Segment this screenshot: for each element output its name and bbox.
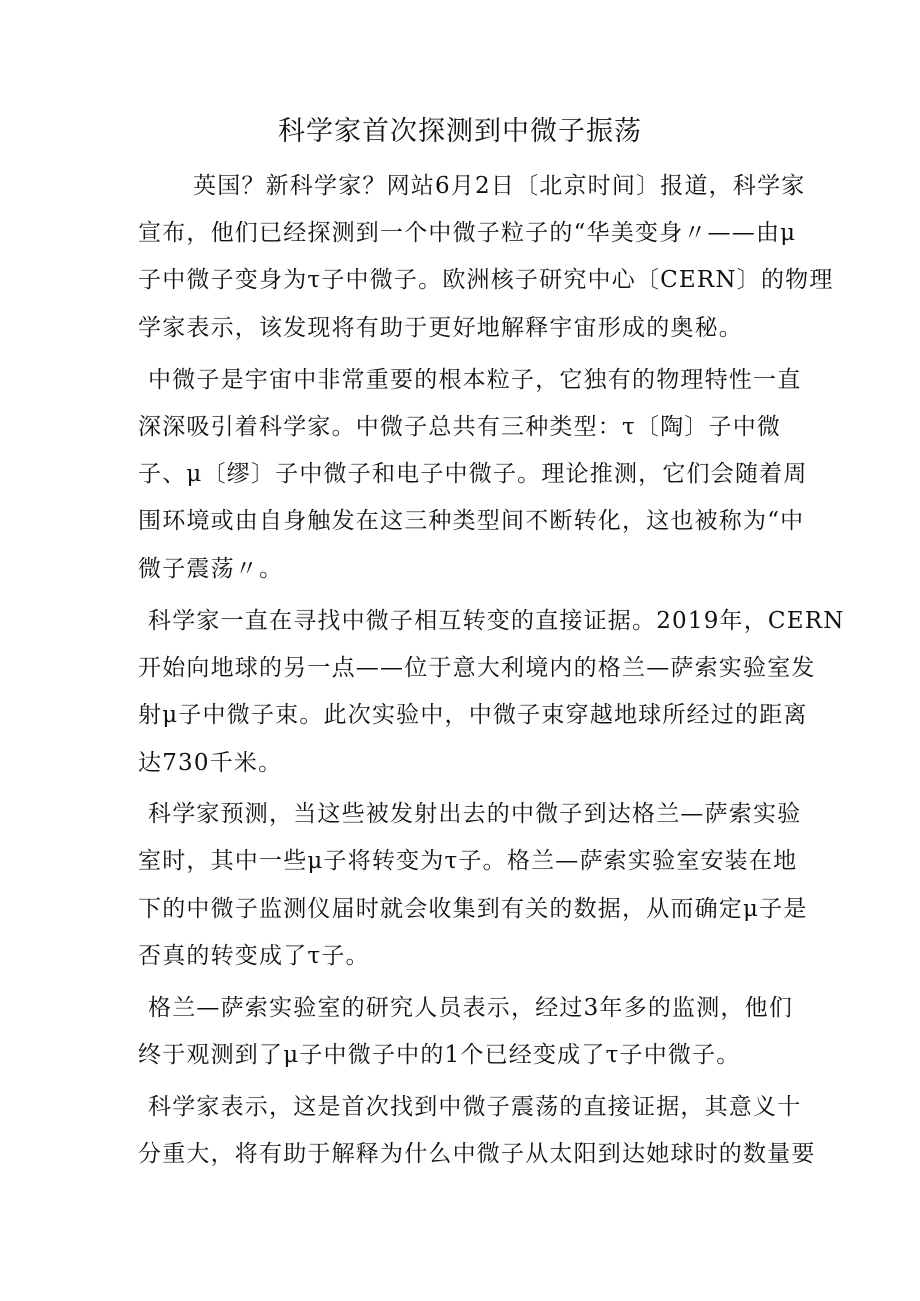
text-line: 否真的转变成了τ子。 — [138, 943, 370, 969]
text-line: 格兰—萨索实验室的研究人员表示，经过3年多的监测，他们 — [148, 995, 794, 1021]
text-line: 分重大，将有助于解释为什么中微子从太阳到达她球时的数量要 — [138, 1141, 816, 1167]
text-line: 英国？新科学家？网站6月2日〔北京时间〕报道，科学家 — [193, 173, 806, 199]
text-line: 达730千米。 — [138, 750, 283, 776]
text-line: 围环境或由自身触发在这三种类型间不断转化，这也被称为“中 — [138, 508, 805, 534]
document-title: 科学家首次探测到中微子振荡 — [278, 116, 642, 147]
text-line: 学家表示，该发现将有助于更好地解释宇宙形成的奥秘。 — [138, 315, 743, 341]
text-line: 下的中微子监测仪届时就会收集到有关的数据，从而确定μ子是 — [138, 896, 808, 922]
text-line: 终于观测到了μ子中微子中的1个已经变成了τ子中微子。 — [138, 1042, 741, 1068]
text-line: 科学家一直在寻找中微子相互转变的直接证据。2019年，CERN — [148, 608, 845, 634]
text-line: 科学家表示，这是首次找到中微子震荡的直接证据，其意义十 — [148, 1094, 802, 1120]
text-line: 子中微子变身为τ子中微子。欧洲核子研究中心〔CERN〕的物理 — [138, 267, 834, 293]
text-line: 子、μ〔缪〕子中微子和电子中微子。理论推测，它们会随着周 — [138, 461, 808, 487]
text-line: 室时，其中一些μ子将转变为τ子。格兰—萨索实验室安装在地 — [138, 848, 798, 874]
text-line: 微子震荡〃。 — [138, 556, 284, 582]
text-line: 深深吸引着科学家。中微子总共有三种类型：τ〔陶〕子中微 — [138, 414, 782, 440]
text-line: 宣布，他们已经探测到一个中微子粒子的“华美变身〃——由μ — [138, 220, 797, 246]
text-line: 中微子是宇宙中非常重要的根本粒子，它独有的物理特性一直 — [148, 367, 802, 393]
text-line: 科学家预测，当这些被发射出去的中微子到达格兰—萨索实验 — [148, 801, 802, 827]
text-line: 开始向地球的另一点——位于意大利境内的格兰—萨索实验室发 — [138, 655, 816, 681]
text-line: 射μ子中微子束。此次实验中，中微子束穿越地球所经过的距离 — [138, 702, 808, 728]
